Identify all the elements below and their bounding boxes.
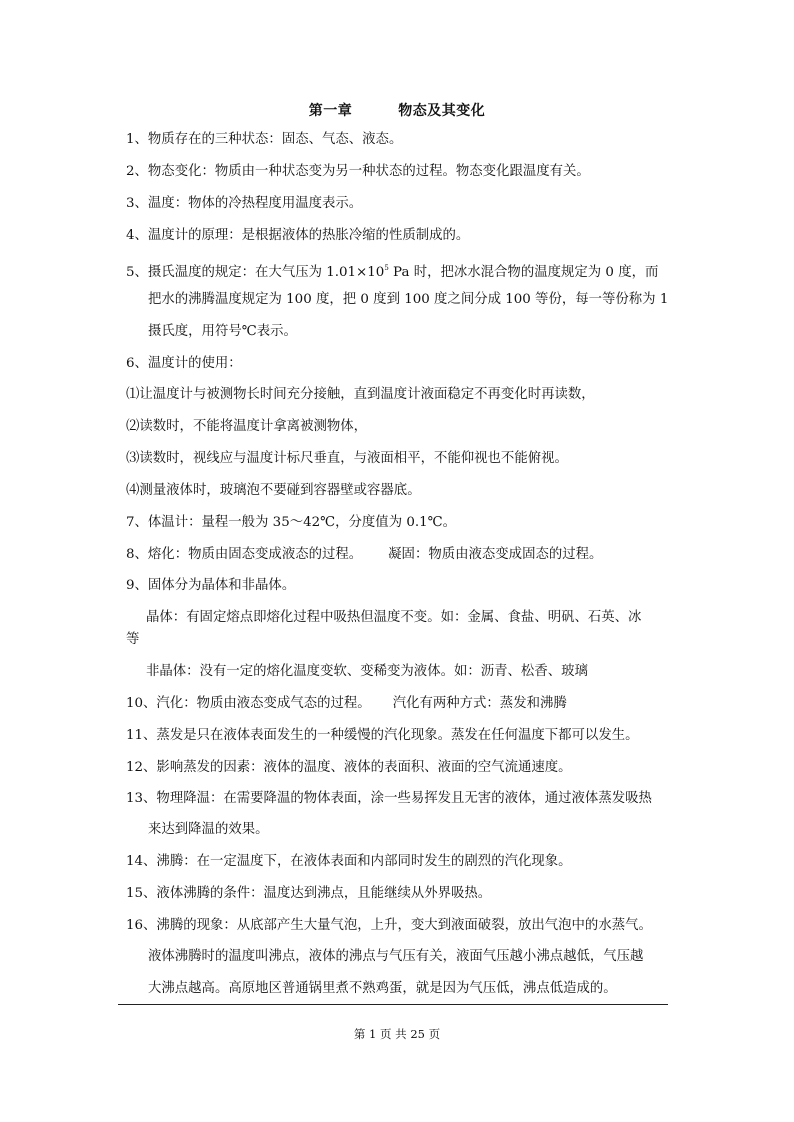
list-item-continuation: 大沸点越高。高原地区普通锅里煮不熟鸡蛋，就是因为气压低，沸点低造成的。 xyxy=(148,981,617,996)
list-item: 9、固体分为晶体和非晶体。 xyxy=(126,578,296,593)
list-item: 14、沸腾：在一定温度下，在液体表面和内部同时发生的剧烈的汽化现象。 xyxy=(126,854,572,869)
sub-item: ⑷测量液体时，玻璃泡不要碰到容器壁或容器底。 xyxy=(126,483,421,498)
list-item: 11、蒸发是只在液体表面发生的一种缓慢的汽化现象。蒸发在任何温度下都可以发生。 xyxy=(126,728,639,743)
list-item: 5、摄氏温度的规定：在大气压为 $1.01\times 10^5$ Pa 时，把冰水混合物的温度规定为 0 度，而 xyxy=(126,264,659,280)
sub-item: 晶体：有固定熔点即熔化过程中吸热但温度不变。如：金属、食盐、明矾、石英、冰 xyxy=(146,610,642,625)
chapter-name: 物态及其变化 xyxy=(398,103,486,119)
list-item: 8、熔化：物质由固态变成液态的过程。 凝固：物质由液态变成固态的过程。 xyxy=(126,547,603,562)
chapter-number: 第一章 xyxy=(308,103,353,119)
page-number: 第 1 页 共 25 页 xyxy=(353,1027,441,1041)
list-item: 1、物质存在的三种状态：固态、气态、液态。 xyxy=(126,132,403,147)
list-item: 7、体温计：量程一般为 35～42℃，分度值为 0.1℃。 xyxy=(126,515,457,530)
list-item: 10、汽化：物质由液态变成气态的过程。 汽化有两种方式：蒸发和沸腾 xyxy=(126,696,567,711)
chapter-title xyxy=(0,100,794,120)
list-item: 16、沸腾的现象：从底部产生大量气泡，上升，变大到液面破裂，放出气泡中的水蒸气。 xyxy=(126,918,652,933)
list-item-continuation: 摄氏度，用符号℃表示。 xyxy=(148,324,297,339)
sub-item: 非晶体：没有一定的熔化温度变软、变稀变为液体。如：沥青、松香、玻璃 xyxy=(146,664,588,679)
footer-divider xyxy=(118,1004,668,1005)
sub-item: ⑵读数时，不能将温度计拿离被测物体， xyxy=(126,419,368,434)
list-item: 2、物态变化：物质由一种状态变为另一种状态的过程。物态变化跟温度有关。 xyxy=(126,164,590,179)
sub-item: ⑶读数时，视线应与温度计标尺垂直，与液面相平，不能仰视也不能俯视。 xyxy=(126,451,568,466)
list-item: 12、影响蒸发的因素：液体的温度、液体的表面积、液面的空气流通速度。 xyxy=(126,760,572,775)
list-item: 3、温度：物体的冷热程度用温度表示。 xyxy=(126,196,363,211)
sub-item: ⑴让温度计与被测物长时间充分接触，直到温度计液面稳定不再变化时再读数， xyxy=(126,387,595,402)
list-item: 13、物理降温：在需要降温的物体表面，涂一些易挥发且无害的液体，通过液体蒸发吸热 xyxy=(126,791,652,806)
sub-item-continuation: 等 xyxy=(126,632,140,647)
list-item-continuation: 把水的沸腾温度规定为 100 度，把 0 度到 100 度之间分成 100 等份，每一等份称为 1 xyxy=(148,292,669,307)
list-item-continuation: 来达到降温的效果。 xyxy=(148,822,269,837)
list-item: 6、温度计的使用： xyxy=(126,356,242,371)
list-item: 4、温度计的原理：是根据液体的热胀冷缩的性质制成的。 xyxy=(126,228,470,243)
list-item-continuation: 液体沸腾时的温度叫沸点，液体的沸点与气压有关，液面气压越小沸点越低，气压越 xyxy=(148,949,644,964)
list-item: 15、液体沸腾的条件：温度达到沸点，且能继续从外界吸热。 xyxy=(126,886,492,901)
